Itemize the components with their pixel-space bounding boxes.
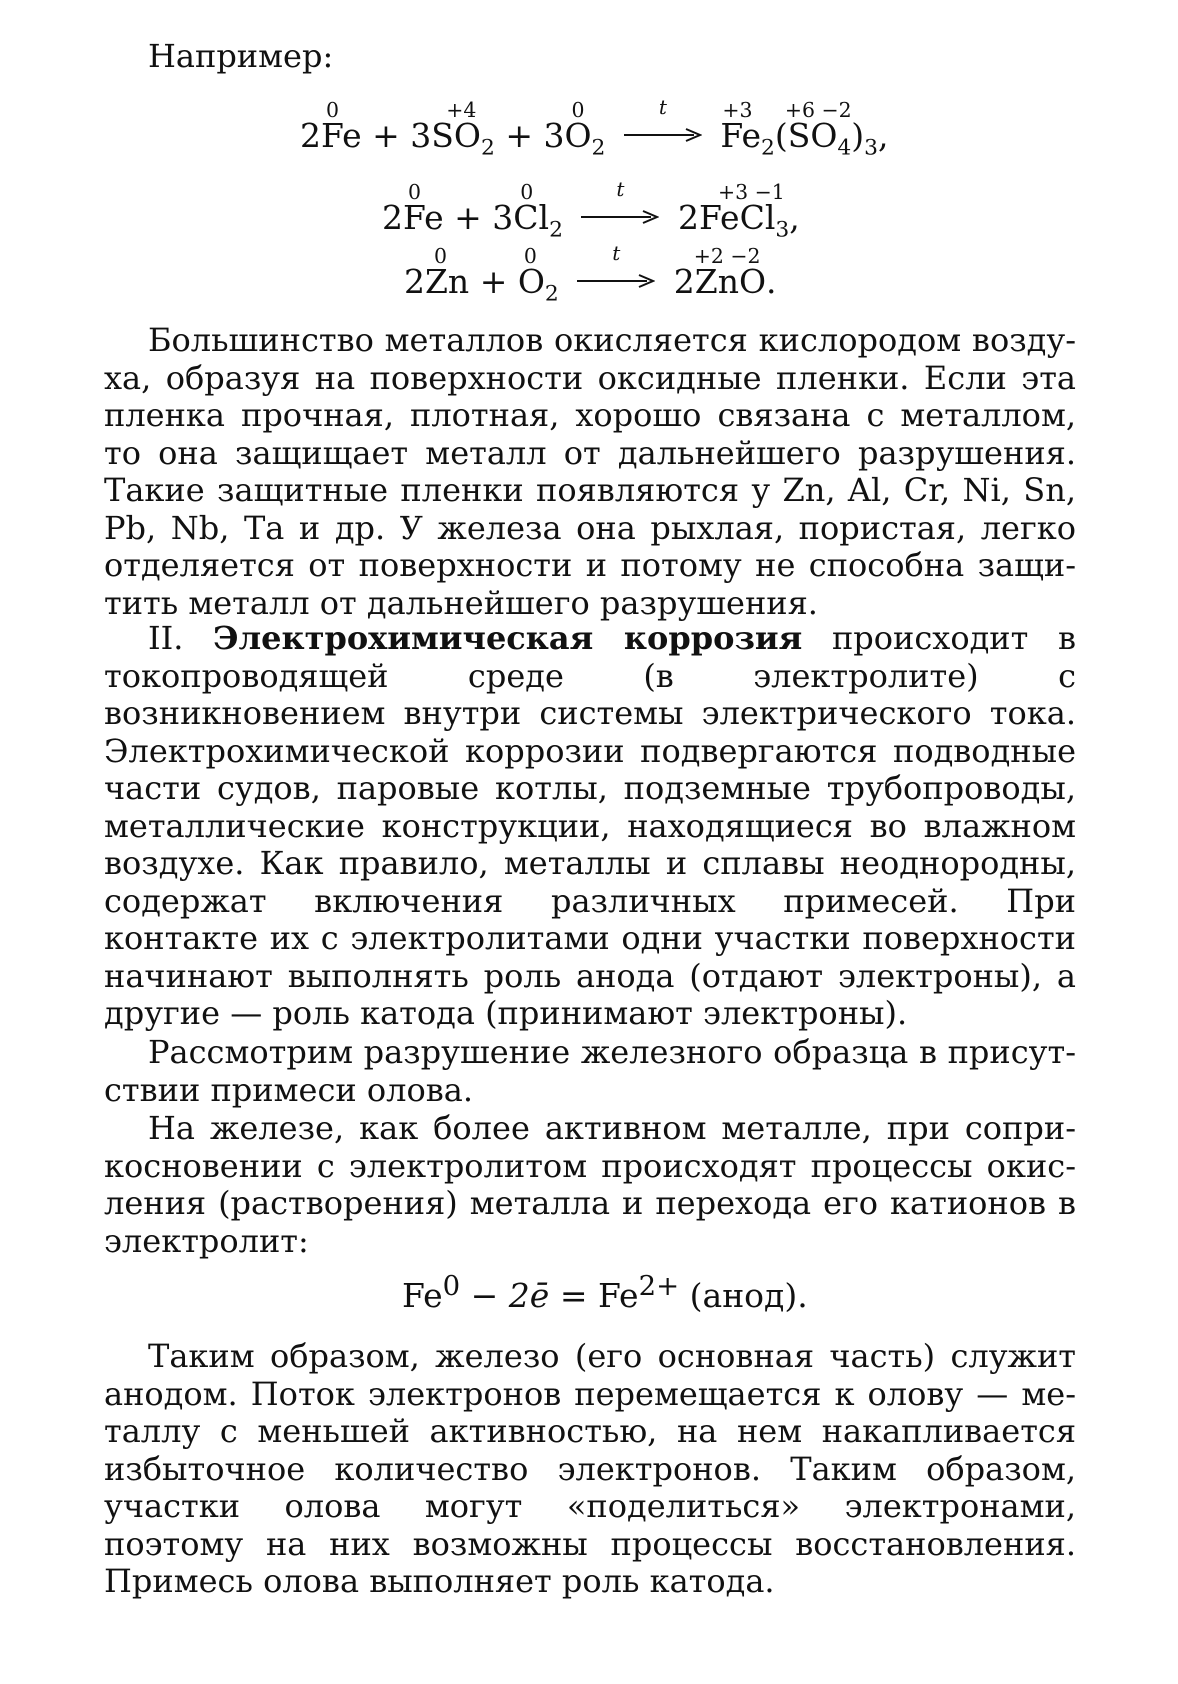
ox-state: +3	[722, 98, 753, 123]
term-2fecl3	[677, 180, 790, 243]
ox-state: 0	[434, 244, 448, 269]
superscript: 2+	[638, 1270, 680, 1302]
intro-label: Например:	[148, 37, 334, 75]
term-3cl2	[492, 180, 563, 243]
reaction-arrow	[624, 95, 702, 145]
paragraph-electrochemical-corrosion	[104, 620, 1076, 1033]
subscript: 3	[864, 135, 879, 161]
subscript: 2	[591, 135, 606, 161]
section-number: II.	[148, 619, 214, 657]
plus-sign: +	[479, 262, 508, 301]
electrons: 2ē	[508, 1276, 550, 1315]
ox-state: +2 −2	[693, 244, 761, 269]
reaction-arrow	[577, 241, 655, 291]
plus-sign: +	[505, 116, 533, 155]
term-2zno	[673, 244, 766, 301]
term-text: 3SO	[410, 116, 481, 155]
equation-fe-so2	[300, 95, 889, 161]
term-text: 2ZnO	[673, 262, 766, 301]
ox-state: 0	[520, 180, 534, 205]
term-text: O	[517, 262, 545, 301]
plus-sign: +	[454, 198, 482, 237]
condition-t: t	[658, 95, 667, 120]
equation-fe-cl2	[382, 177, 800, 243]
subscript: 2	[549, 217, 563, 243]
term-2fe	[382, 180, 444, 237]
term-text: 2Zn	[404, 262, 470, 301]
ox-state: +3 −1	[717, 180, 785, 205]
term-text: 3O	[543, 116, 592, 155]
paragraph-iron-oxidation: На железе, как более активном металле, при соприкосновении с электролитом происходят процессы окисления (растворения) металла и перехода его катионов в электролит:	[104, 1109, 1076, 1260]
term-fe: Fe	[402, 1276, 443, 1315]
ox-state: +6 −2	[784, 98, 852, 123]
plus-sign: +	[372, 116, 400, 155]
term-text: (SO	[774, 116, 838, 155]
minus-sign: −	[470, 1276, 499, 1315]
term-fe2	[720, 98, 775, 161]
ox-state: 0	[523, 244, 537, 269]
paragraph-oxide-films: Большинство металлов окисляется кислородом воздуха, образуя на поверхности оксидные пленки. Если эта пленка прочная, плотная, хорошо связана с металлом, то она защищает металл от дальнейшего разрушения. Такие защитные пленки появляются у Zn, Al, Cr, Ni, Sn, Pb, Nb, Та и др. У железа она рыхлая, пористая, легко отделяется от поверхности и потому не способна защитить металл от дальнейшего разрушения.	[104, 321, 1076, 622]
ox-state: 0	[408, 180, 422, 205]
term-electrochemical-corrosion: Электрохимическая коррозия	[213, 619, 803, 657]
term-o2	[517, 244, 559, 307]
term-text: Fe	[720, 116, 762, 155]
subscript: 2	[480, 135, 495, 161]
paragraph-tin-cathode: Таким образом, железо (его основная часть) служит анодом. Поток электронов перемещается к олову — металлу с меньшей активностью, на нем накапливается избыточное количество электронов. Таким образом, участки олова могут «поделиться» электронами, поэтому на них возможны процессы восстановления. Примесь олова выполняет роль катода.	[104, 1337, 1076, 1600]
punctuation: .	[766, 262, 777, 301]
equation-zn-o2	[404, 241, 777, 307]
term-2zn	[404, 244, 470, 301]
ox-state: +4	[446, 98, 477, 123]
equals-sign: =	[559, 1276, 588, 1315]
punctuation: ,	[789, 198, 800, 237]
term-text: 2FeCl	[677, 198, 776, 237]
condition-t: t	[612, 241, 621, 266]
term-so4	[774, 98, 852, 161]
term-text: 2Fe	[300, 116, 362, 155]
equation-anode	[402, 1270, 808, 1315]
term-text: 2Fe	[382, 198, 444, 237]
ox-state: 0	[326, 98, 340, 123]
term-text: 3Cl	[492, 198, 550, 237]
ox-state: 0	[571, 98, 585, 123]
term-fe-ion: Fe	[597, 1276, 639, 1315]
paragraph-iron-tin-sample: Рассмотрим разрушение железного образца в присутствии примеси олова.	[104, 1033, 1076, 1109]
punctuation: ,	[878, 116, 889, 155]
subscript: 3	[775, 217, 790, 243]
term-3so2	[410, 98, 495, 161]
superscript: 0	[442, 1270, 461, 1302]
paragraph-body: происходит в токопроводящей среде (в электролите) с возникновением внутри системы электрического тока. Электрохимической коррозии подвергаются подводные части судов, паровые котлы, подземные трубопроводы, металлические конструкции, находящиеся во влажном воздухе. Как правило, металлы и сплавы неоднородны, содержат включения различных примесей. При контакте их с электролитами одни участки поверхности начинают выполнять роль анода (отдают электроны), а другие — роль катода (принимают электроны).	[104, 619, 1077, 1032]
subscript: 2	[544, 281, 559, 307]
paren-close: )	[851, 116, 865, 155]
reaction-arrow	[581, 177, 659, 227]
term-3o2	[543, 98, 606, 161]
anode-note: (анод).	[689, 1276, 808, 1315]
subscript: 4	[837, 135, 852, 161]
subscript: 2	[761, 135, 775, 161]
condition-t: t	[616, 177, 625, 202]
term-2fe	[300, 98, 362, 155]
